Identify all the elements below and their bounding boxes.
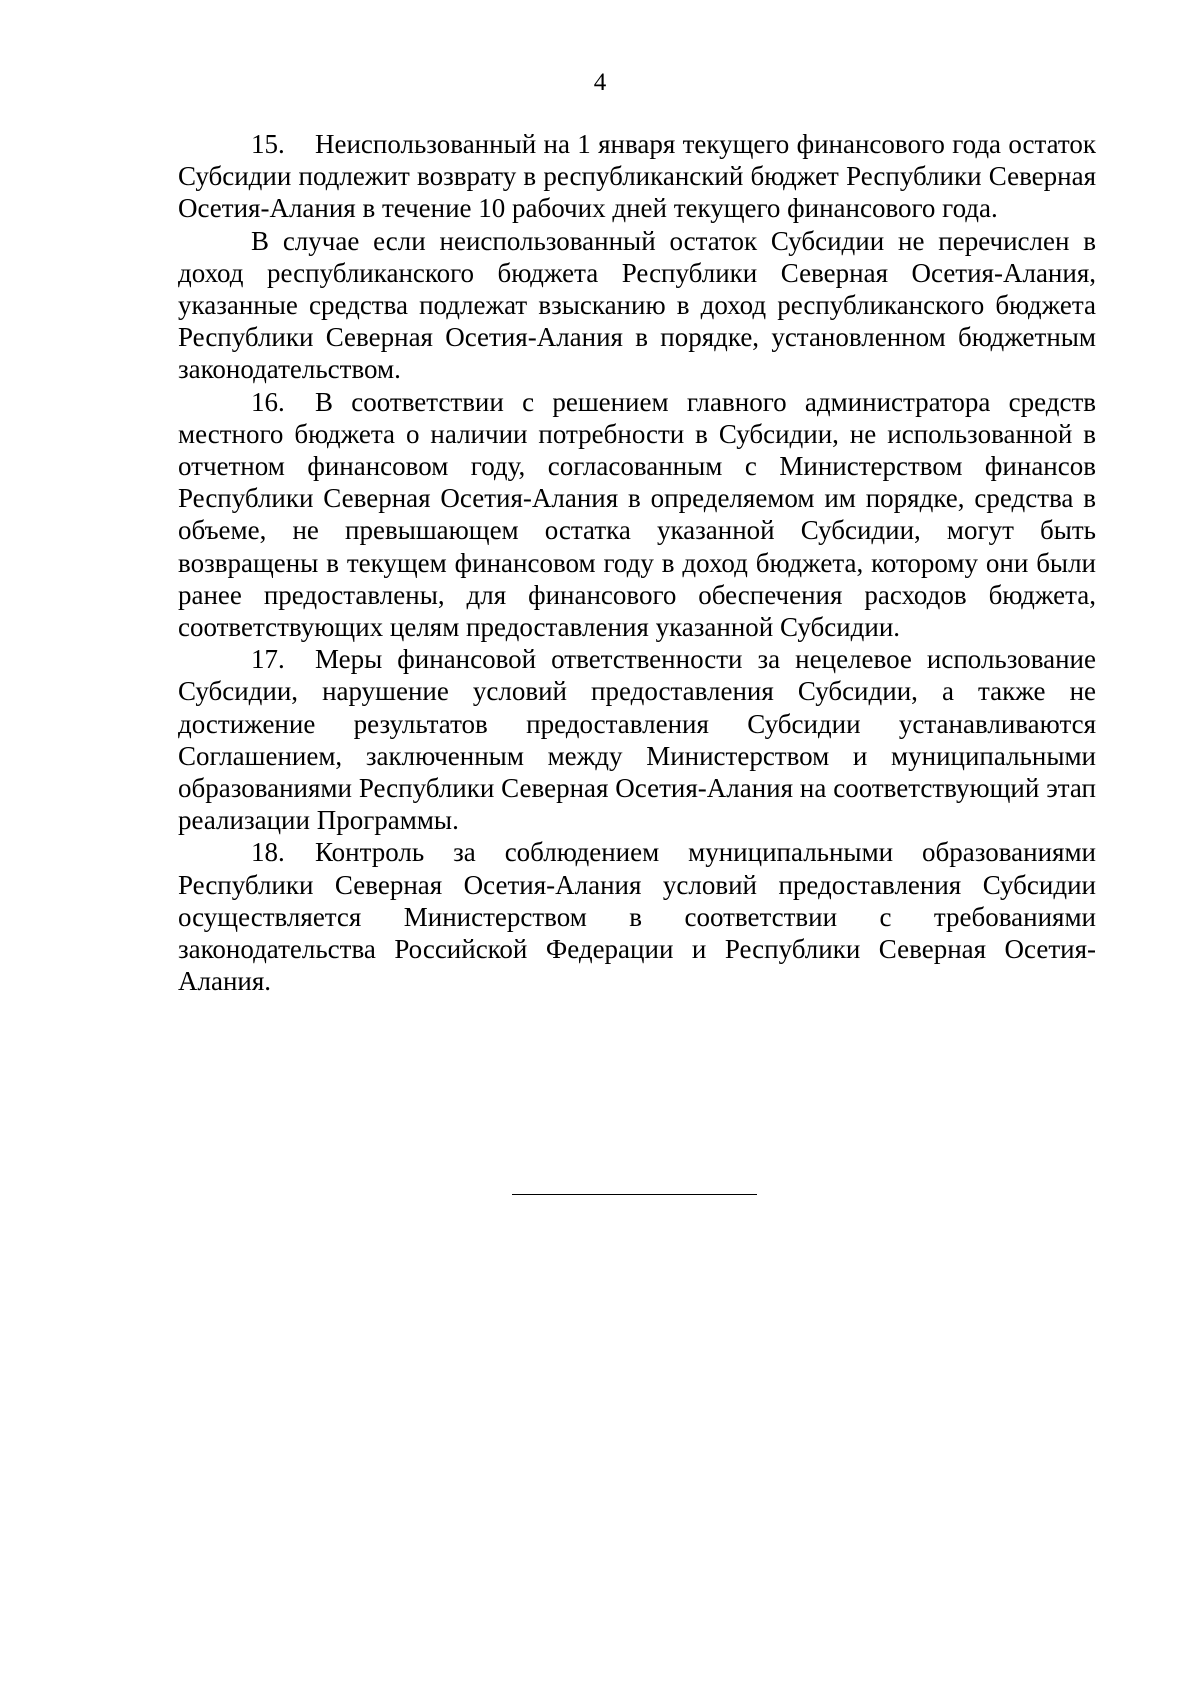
paragraph-16: [178, 386, 1096, 644]
paragraph-text: Меры финансовой ответственности за нецелевое использование Субсидии, нарушение условий предоставления Субсидии, а также не достижение результатов предоставления Субсидии устанавливаются Соглашением, заключенным между Министерством и муниципальными образованиями Республики Северная Осетия-Алания на соответствующий этап реализации Программы.: [178, 644, 1096, 836]
page-number: 4: [593, 69, 607, 96]
paragraph-number: 15.: [251, 129, 285, 159]
paragraph-number: 16.: [251, 386, 285, 417]
paragraph-17: [178, 643, 1096, 836]
paragraph-number: 18.: [251, 837, 285, 868]
paragraph-15-continued: [178, 225, 1096, 386]
paragraph-18: [178, 836, 1096, 997]
paragraph-15: [178, 128, 1096, 225]
paragraph-text: В соответствии с решением главного администратора средств местного бюджета о наличии потребности в Субсидии, не использованной в отчетном финансовом году, согласованным с Министерством финансов Республики Северная Осетия-Алания в определяемом им порядке, средства в объеме, не превышающем остатка указанной Субсидии, могут быть возвращены в текущем финансовом году в доход бюджета, которому они были ранее предоставлены, для финансового обеспечения расходов бюджета, соответствующих целям предоставления указанной Субсидии.: [178, 386, 1096, 643]
document-body: [178, 128, 1096, 997]
paragraph-number: 17.: [251, 644, 285, 675]
paragraph-text: Контроль за соблюдением муниципальными образованиями Республики Северная Осетия-Алания условий предоставления Субсидии осуществляется Министерством в соответствии с требованиями законодательства Российской Федерации и Республики Северная Осетия-Алания.: [178, 837, 1096, 997]
end-of-document-rule: [512, 1194, 757, 1195]
paragraph-text: В случае если неиспользованный остаток Субсидии не перечислен в доход республиканского бюджета Республики Северная Осетия-Алания, указанные средства подлежат взысканию в доход республиканского бюджета Республики Северная Осетия-Алания в порядке, установленном бюджетным законодательством.: [178, 225, 1096, 385]
paragraph-text: Неиспользованный на 1 января текущего финансового года остаток Субсидии подлежит возврату в республиканский бюджет Республики Северная Осетия-Алания в течение 10 рабочих дней текущего финансового года.: [178, 129, 1096, 224]
